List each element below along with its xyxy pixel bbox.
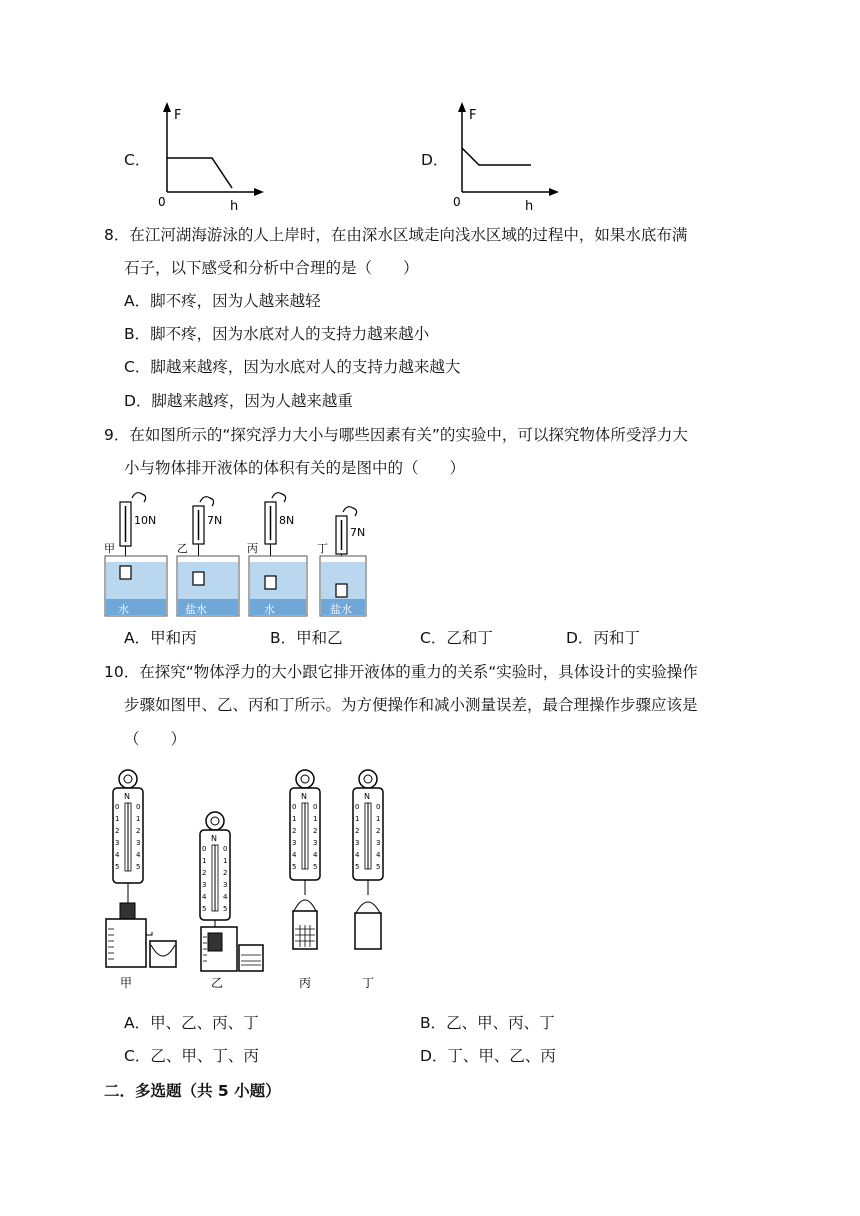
svg-text:2: 2 bbox=[313, 827, 318, 835]
q9-reading-bing: 8N bbox=[279, 514, 295, 527]
svg-text:4: 4 bbox=[376, 851, 381, 859]
svg-text:4: 4 bbox=[223, 893, 228, 901]
q10-label-yi: 乙 bbox=[211, 976, 224, 990]
svg-text:0: 0 bbox=[136, 803, 141, 811]
svg-text:4: 4 bbox=[115, 851, 120, 859]
svg-text:5: 5 bbox=[202, 905, 207, 913]
svg-text:0: 0 bbox=[115, 803, 120, 811]
q10-option-a: A．甲、乙、丙、丁 bbox=[124, 1014, 259, 1032]
graph-option-c bbox=[150, 100, 265, 215]
svg-text:2: 2 bbox=[376, 827, 381, 835]
svg-text:5: 5 bbox=[355, 863, 360, 871]
q9-setup-jia bbox=[104, 493, 167, 616]
q10-scale-ding bbox=[353, 770, 383, 990]
svg-text:3: 3 bbox=[136, 839, 141, 847]
svg-text:0: 0 bbox=[202, 845, 207, 853]
q10-option-b: B．乙、甲、丙、丁 bbox=[420, 1014, 555, 1032]
svg-text:1: 1 bbox=[292, 815, 297, 823]
svg-text:2: 2 bbox=[223, 869, 228, 877]
svg-text:1: 1 bbox=[202, 857, 207, 865]
svg-text:1: 1 bbox=[355, 815, 360, 823]
svg-text:3: 3 bbox=[355, 839, 360, 847]
svg-text:5: 5 bbox=[376, 863, 381, 871]
svg-text:0: 0 bbox=[292, 803, 297, 811]
q9-liquid-bing: 水 bbox=[264, 603, 275, 616]
q10-option-d: D．丁、甲、乙、丙 bbox=[420, 1047, 556, 1065]
q8-stem-line2: 石子，以下感受和分析中合理的是（ ） bbox=[124, 259, 419, 277]
svg-text:5: 5 bbox=[115, 863, 120, 871]
svg-text:4: 4 bbox=[355, 851, 360, 859]
q9-option-b: B．甲和乙 bbox=[270, 629, 343, 647]
q10-option-c: C．乙、甲、丁、丙 bbox=[124, 1047, 259, 1065]
q9-tag-bing: 丙 bbox=[247, 542, 258, 555]
q9-tag-jia: 甲 bbox=[104, 542, 115, 555]
q9-setup-bing bbox=[247, 493, 307, 616]
svg-text:5: 5 bbox=[313, 863, 318, 871]
q9-liquid-jia: 水 bbox=[118, 603, 129, 616]
q10-yi-unit: N bbox=[211, 834, 217, 843]
q10-label-ding: 丁 bbox=[362, 976, 375, 990]
q8-option-d: D．脚越来越疼，因为人越来越重 bbox=[124, 392, 353, 410]
svg-text:2: 2 bbox=[115, 827, 120, 835]
svg-text:3: 3 bbox=[376, 839, 381, 847]
svg-text:2: 2 bbox=[292, 827, 297, 835]
svg-text:1: 1 bbox=[115, 815, 120, 823]
graph-option-d bbox=[445, 100, 560, 215]
svg-text:3: 3 bbox=[115, 839, 120, 847]
q9-option-c: C．乙和丁 bbox=[420, 629, 493, 647]
svg-text:2: 2 bbox=[202, 869, 207, 877]
graph-d-h-label: h bbox=[525, 199, 534, 214]
svg-text:3: 3 bbox=[202, 881, 207, 889]
q10-figure bbox=[100, 765, 390, 995]
option-d-label: D． bbox=[421, 151, 449, 169]
q9-setup-ding bbox=[317, 507, 366, 616]
q10-stem-line1: 10．在探究“物体浮力的大小跟它排开液体的重力的关系“实验时，具体设计的实验操作 bbox=[104, 663, 698, 681]
svg-text:2: 2 bbox=[136, 827, 141, 835]
svg-text:4: 4 bbox=[202, 893, 207, 901]
q9-option-d: D．丙和丁 bbox=[566, 629, 640, 647]
q10-scale-yi bbox=[200, 812, 263, 990]
q9-stem-line1: 9．在如图所示的“探究浮力大小与哪些因素有关”的实验中，可以探究物体所受浮力大 bbox=[104, 426, 688, 444]
q9-reading-ding: 7N bbox=[350, 526, 366, 539]
q9-liquid-ding: 盐水 bbox=[330, 603, 352, 616]
svg-text:0: 0 bbox=[223, 845, 228, 853]
q8-option-c: C．脚越来越疼，因为水底对人的支持力越来越大 bbox=[124, 358, 461, 376]
q9-stem-line2: 小与物体排开液体的体积有关的是图中的（ ） bbox=[124, 459, 466, 477]
svg-text:1: 1 bbox=[223, 857, 228, 865]
q8-stem-line1: 8．在江河湖海游泳的人上岸时，在由深水区域走向浅水区域的过程中，如果水底布满 bbox=[104, 226, 688, 244]
svg-text:3: 3 bbox=[313, 839, 318, 847]
q9-option-a: A．甲和丙 bbox=[124, 629, 197, 647]
graph-c-origin: 0 bbox=[158, 195, 166, 209]
svg-text:1: 1 bbox=[136, 815, 141, 823]
q10-ding-unit: N bbox=[364, 792, 370, 801]
q10-bing-unit: N bbox=[301, 792, 307, 801]
graph-d-f-label: F bbox=[469, 108, 477, 123]
q9-reading-yi: 7N bbox=[207, 514, 223, 527]
svg-text:2: 2 bbox=[355, 827, 360, 835]
svg-text:4: 4 bbox=[313, 851, 318, 859]
section-2-title: 二．多选题（共 5 小题） bbox=[104, 1082, 281, 1100]
svg-text:3: 3 bbox=[292, 839, 297, 847]
svg-text:4: 4 bbox=[292, 851, 297, 859]
graph-d-origin: 0 bbox=[453, 195, 461, 209]
q9-reading-jia: 10N bbox=[134, 514, 157, 527]
option-c-label: C． bbox=[124, 151, 151, 169]
svg-text:5: 5 bbox=[136, 863, 141, 871]
svg-text:4: 4 bbox=[136, 851, 141, 859]
q10-stem-line3: （ ） bbox=[124, 730, 187, 748]
q10-label-bing: 丙 bbox=[299, 976, 312, 990]
q9-tag-ding: 丁 bbox=[317, 542, 328, 555]
svg-text:5: 5 bbox=[292, 863, 297, 871]
svg-text:0: 0 bbox=[376, 803, 381, 811]
svg-text:0: 0 bbox=[313, 803, 318, 811]
q10-scale-bing bbox=[290, 770, 320, 990]
q8-option-a: A．脚不疼，因为人越来越轻 bbox=[124, 292, 321, 310]
graph-c-h-label: h bbox=[230, 199, 239, 214]
q9-liquid-yi: 盐水 bbox=[185, 603, 207, 616]
q10-jia-unit: N bbox=[124, 792, 130, 801]
svg-text:0: 0 bbox=[355, 803, 360, 811]
q9-tag-yi: 乙 bbox=[177, 542, 188, 555]
q8-option-b: B．脚不疼，因为水底对人的支持力越来越小 bbox=[124, 325, 430, 343]
q10-label-jia: 甲 bbox=[120, 976, 133, 990]
q9-figure bbox=[102, 490, 372, 620]
svg-text:5: 5 bbox=[223, 905, 228, 913]
q10-stem-line2: 步骤如图甲、乙、丙和丁所示。为方便操作和减小测量误差，最合理操作步骤应该是 bbox=[124, 696, 698, 714]
graph-c-f-label: F bbox=[174, 108, 182, 123]
q10-scale-jia bbox=[106, 770, 176, 990]
svg-text:1: 1 bbox=[376, 815, 381, 823]
q9-setup-yi bbox=[177, 497, 239, 616]
svg-text:1: 1 bbox=[313, 815, 318, 823]
svg-text:3: 3 bbox=[223, 881, 228, 889]
